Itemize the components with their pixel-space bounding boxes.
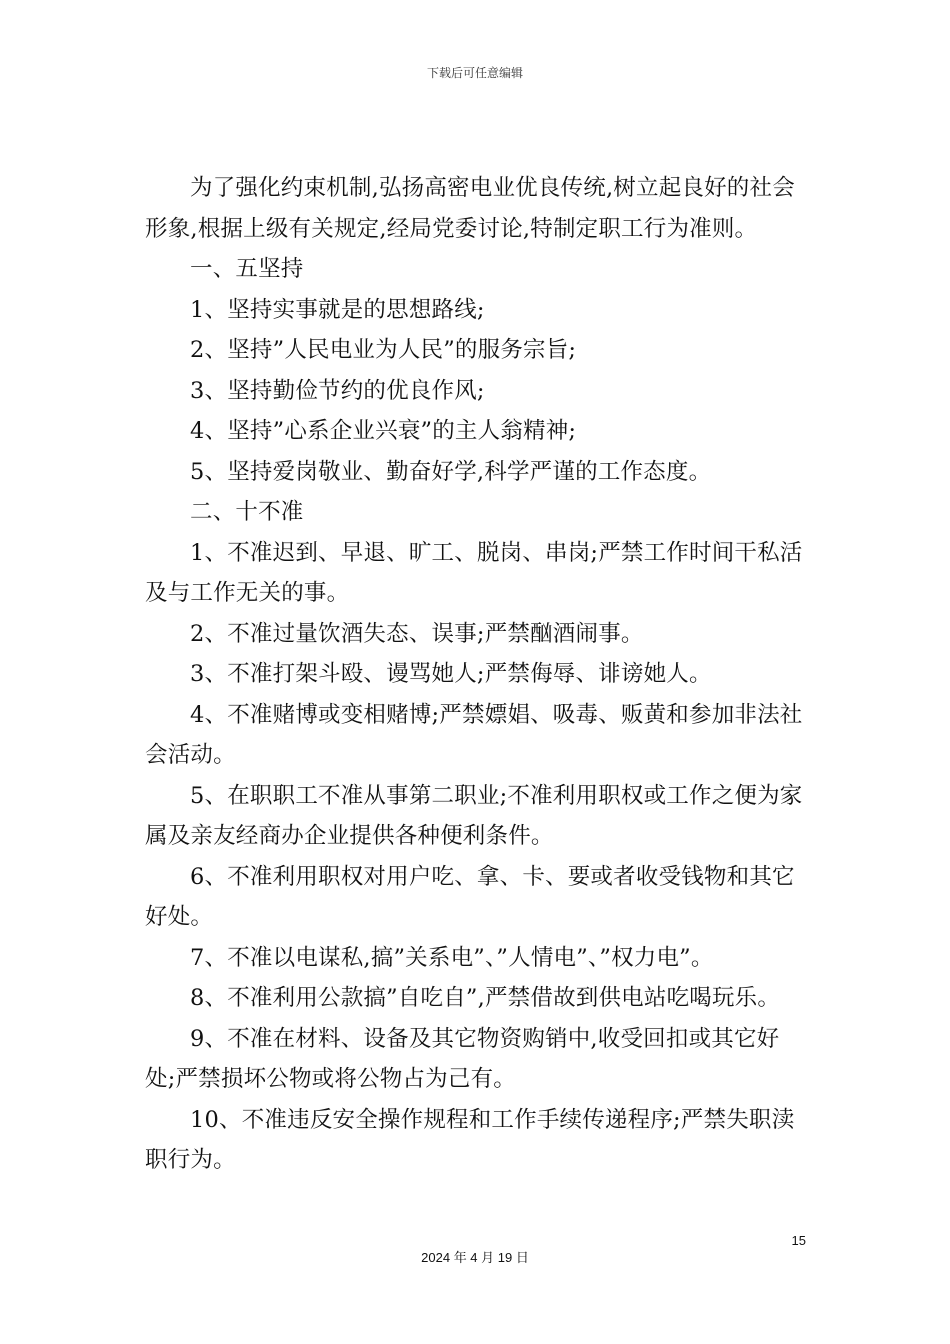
list-item: 5、坚持爱岗敬业、勤奋好学,科学严谨的工作态度。 bbox=[190, 458, 712, 485]
list-item: 2、坚持”人民电业为人民”的服务宗旨; bbox=[190, 337, 577, 363]
list-item: 9、不准在材料、设备及其它物资购销中,收受回扣或其它好处;严禁损坏公物或将公物占为己有。 bbox=[145, 1025, 780, 1092]
footer-date: 2024 年 4 月 19 日 bbox=[421, 1250, 529, 1265]
list-item: 3、不准打架斗殴、谩骂她人;严禁侮辱、诽谤她人。 bbox=[190, 661, 712, 687]
section-heading-ten-prohibitions: 二、十不准 bbox=[190, 499, 304, 525]
list-item: 3、坚持勤俭节约的优良作风; bbox=[190, 377, 485, 404]
section-heading-five-adherences: 一、五坚持 bbox=[190, 256, 304, 282]
list-item: 7、不准以电谋私,搞”关系电”、”人情电”、”权力电”。 bbox=[190, 944, 714, 971]
document-body bbox=[145, 168, 807, 1181]
list-item: 5、在职职工不准从事第二职业;不准利用职权或工作之便为家属及亲友经商办企业提供各种便利条件。 bbox=[145, 782, 803, 849]
list-item: 1、不准迟到、早退、旷工、脱岗、串岗;严禁工作时间干私活及与工作无关的事。 bbox=[145, 539, 803, 606]
list-item: 1、坚持实事就是的思想路线; bbox=[190, 296, 485, 323]
list-item: 10、不准违反安全操作规程和工作手续传递程序;严禁失职渎职行为。 bbox=[145, 1106, 795, 1173]
list-item: 4、坚持”心系企业兴衰”的主人翁精神; bbox=[190, 418, 577, 444]
list-item: 4、不准赌博或变相赌博;严禁嫖娼、吸毒、贩黄和参加非法社会活动。 bbox=[145, 701, 803, 768]
list-item: 2、不准过量饮酒失态、误事;严禁酗酒闹事。 bbox=[190, 620, 644, 647]
list-item: 6、不准利用职权对用户吃、拿、卡、要或者收受钱物和其它好处。 bbox=[145, 863, 795, 930]
page-number: 15 bbox=[791, 1233, 806, 1248]
page-header: 下载后可任意编辑 bbox=[426, 66, 523, 80]
list-item: 8、不准利用公款搞”自吃自”,严禁借故到供电站吃喝玩乐。 bbox=[190, 985, 781, 1011]
paragraph-intro: 为了强化约束机制,弘扬高密电业优良传统,树立起良好的社会形象,根据上级有关规定,经局党委讨论,特制定职工行为准则。 bbox=[145, 175, 795, 242]
